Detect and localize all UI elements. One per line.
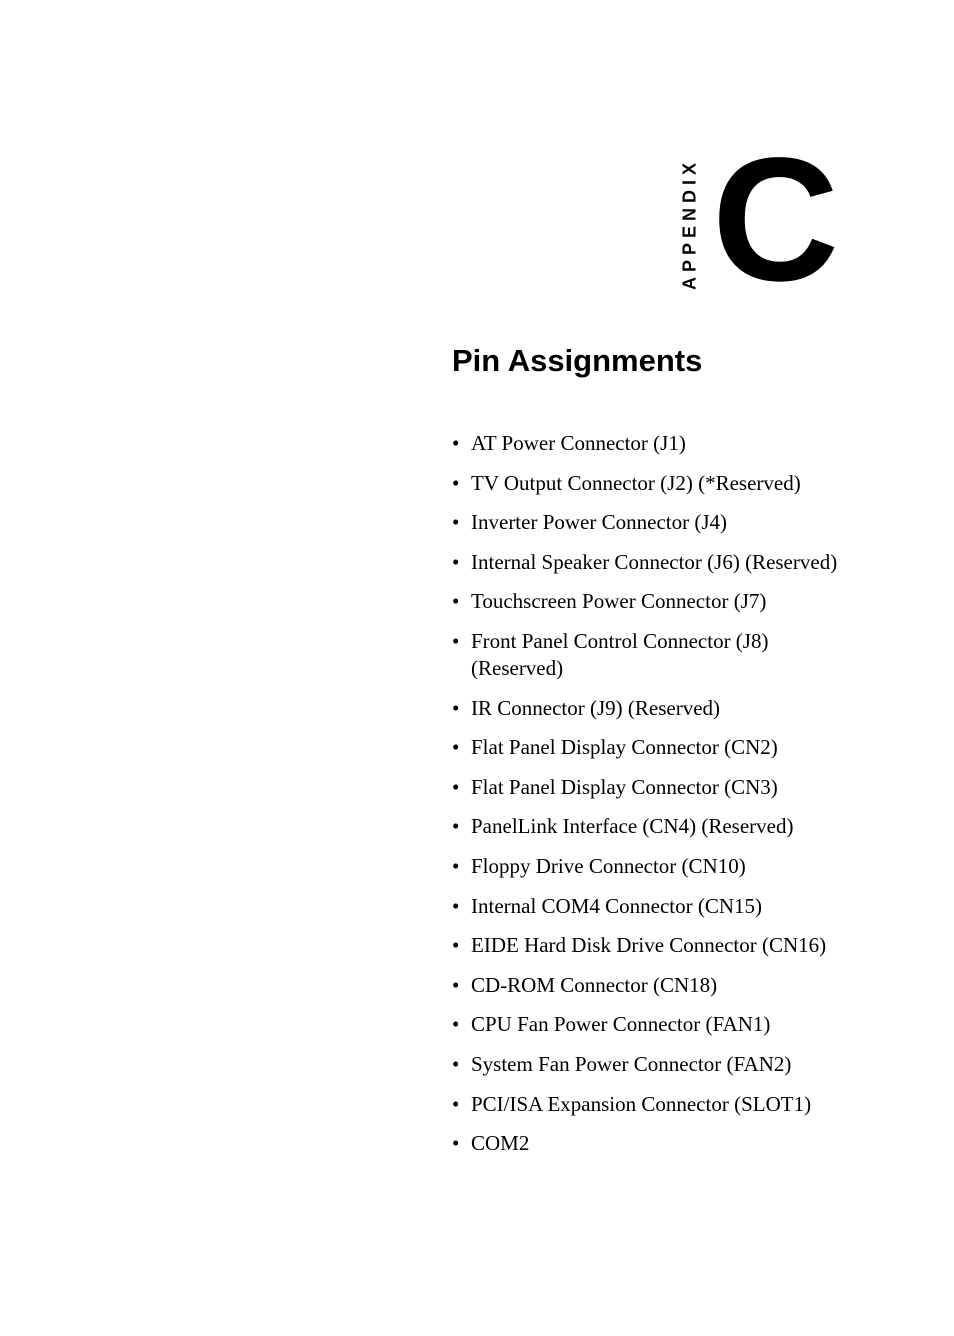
- bullet-icon: •: [452, 1012, 460, 1037]
- list-item: [452, 470, 852, 497]
- list-item-text: Front Panel Control Connector (J8) (Reserved): [471, 628, 769, 680]
- list-item-text: Flat Panel Display Connector (CN3): [471, 774, 778, 799]
- bullet-icon: •: [452, 549, 460, 574]
- list-item: [452, 853, 852, 880]
- list-item-text: TV Output Connector (J2) (*Reserved): [471, 470, 801, 495]
- list-item: [452, 1011, 852, 1038]
- list-item: [452, 734, 852, 761]
- list-item: [452, 430, 852, 457]
- bullet-icon: •: [452, 695, 460, 720]
- bullet-icon: •: [452, 510, 460, 535]
- list-item-text: EIDE Hard Disk Drive Connector (CN16): [471, 933, 827, 958]
- list-item-text: Inverter Power Connector (J4): [471, 510, 727, 535]
- bullet-icon: •: [452, 893, 460, 918]
- list-item: [452, 628, 852, 682]
- list-item: [452, 813, 852, 840]
- list-item: [452, 932, 852, 959]
- bullet-icon: •: [452, 1131, 460, 1156]
- list-item-text: Internal Speaker Connector (J6) (Reserved): [471, 549, 838, 574]
- list-item: [452, 695, 852, 722]
- list-item-text: Floppy Drive Connector (CN10): [471, 853, 746, 878]
- list-item-text: CD-ROM Connector (CN18): [471, 972, 718, 997]
- list-item-text: System Fan Power Connector (FAN2): [471, 1051, 792, 1076]
- list-item: [452, 549, 852, 576]
- list-item: [452, 588, 852, 615]
- list-item: [452, 972, 852, 999]
- bullet-icon: •: [452, 933, 460, 958]
- bullet-icon: •: [452, 1091, 460, 1116]
- list-item: [452, 1091, 852, 1118]
- list-item: [452, 1051, 852, 1078]
- bullet-icon: •: [452, 774, 460, 799]
- connector-list: [452, 430, 852, 1170]
- bullet-icon: •: [452, 431, 460, 455]
- list-item: [452, 509, 852, 536]
- list-item: [452, 1130, 852, 1157]
- list-item-text: COM2: [471, 1131, 530, 1156]
- bullet-icon: •: [452, 814, 460, 839]
- list-item-text: AT Power Connector (J1): [471, 431, 686, 455]
- bullet-icon: •: [452, 589, 460, 614]
- list-item-text: Flat Panel Display Connector (CN2): [471, 735, 778, 760]
- list-item: [452, 774, 852, 801]
- page-title: Pin Assignments: [452, 343, 703, 378]
- list-item-text: IR Connector (J9) (Reserved): [471, 695, 721, 720]
- list-item-text: Touchscreen Power Connector (J7): [471, 589, 767, 614]
- bullet-icon: •: [452, 1051, 460, 1076]
- bullet-icon: •: [452, 972, 460, 997]
- appendix-label-text: APPENDIX: [679, 157, 700, 291]
- list-item-text: PCI/ISA Expansion Connector (SLOT1): [471, 1091, 812, 1116]
- list-item-text: CPU Fan Power Connector (FAN1): [471, 1012, 771, 1037]
- appendix-letter: C: [712, 122, 840, 318]
- list-item: [452, 893, 852, 920]
- bullet-icon: •: [452, 470, 460, 495]
- list-item-text: Internal COM4 Connector (CN15): [471, 893, 763, 918]
- bullet-icon: •: [452, 628, 460, 653]
- bullet-icon: •: [452, 853, 460, 878]
- list-item-text: PanelLink Interface (CN4) (Reserved): [471, 814, 794, 839]
- bullet-icon: •: [452, 735, 460, 760]
- appendix-label: [675, 157, 705, 291]
